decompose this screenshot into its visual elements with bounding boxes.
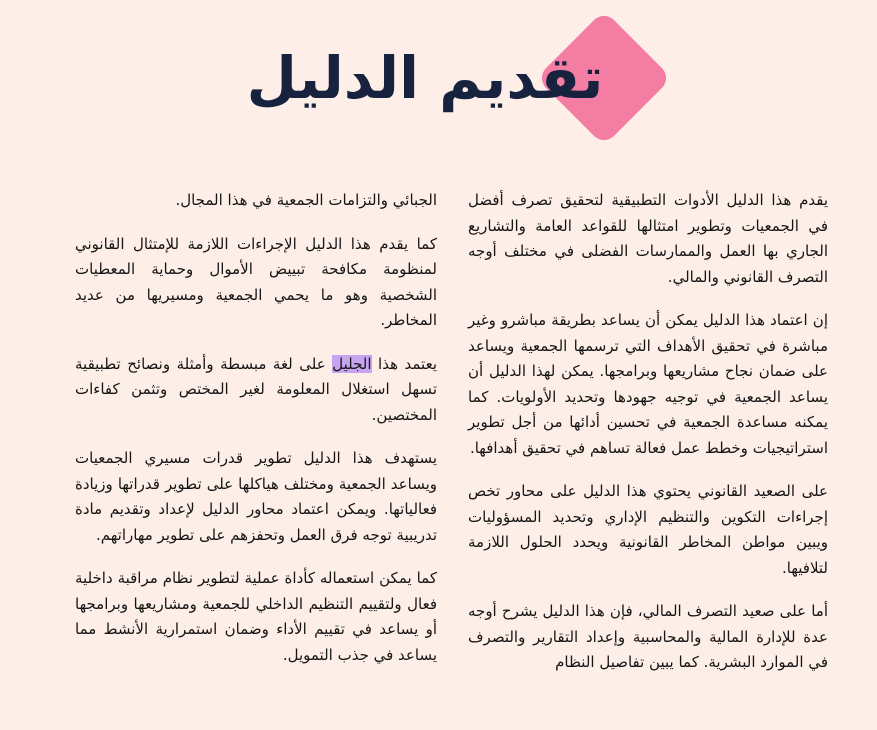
paragraph: يستهدف هذا الدليل تطوير قدرات مسيري الجمعيات ويساعد الجمعية ومختلف هياكلها على تطوير قدراتها وزيادة فعالياتها. ويمكن اعتماد محاور الدليل لإعداد وتقديم مادة تدريبية توجه فرق العمل وتحفزهم على تطوير مهاراتهم.	[75, 449, 437, 544]
left-text-column	[75, 188, 437, 686]
highlighted-word[interactable]: الجليل	[332, 354, 372, 373]
right-text-column	[468, 188, 828, 694]
page-title: تقديم الدليل	[246, 44, 604, 112]
paragraph-text: يعتمد هذا	[371, 354, 437, 373]
paragraph: الجبائي والتزامات الجمعية في هذا المجال.	[175, 191, 437, 209]
paragraph: إن اعتماد هذا الدليل يمكن أن يساعد بطريقة مباشرو وغير مباشرة في تحقيق الأهداف التي ترسمها الجمعية ويساعد على ضمان نجاح مشاريعها وبرامجها. يمكن لهذا الدليل أن يساعد الجمعية في توجيه جهودها وتحديد الأولويات. كما يمكنه مساعدة الجمعية في تحسين أدائها من أجل تطوير استراتيجيات وخطط عمل فعالة تساهم في تحقيق أهدافها.	[468, 311, 828, 457]
paragraph: على الصعيد القانوني يحتوي هذا الدليل على محاور تخص إجراءات التكوين والتنظيم الإداري وتحديد المسؤوليات ويبين مواطن المخاطر القانونية ويحدد الحلول اللازمة لتلافيها.	[468, 482, 828, 577]
paragraph: يقدم هذا الدليل الأدوات التطبيقية لتحقيق تصرف أفضل في الجمعيات وتطوير امتثالها للقواعد العامة والتشاريع الجاري بها العمل والممارسات الفضلى في مختلف أوجه التصرف القانوني والمالي.	[468, 191, 828, 286]
title-banner	[0, 0, 877, 160]
paragraph-with-highlight	[75, 352, 437, 429]
paragraph: أما على صعيد التصرف المالي، فإن هذا الدليل يشرح أوجه عدة للإدارة المالية والمحاسبية وإعداد التقارير والتصرف في الموارد البشرية. كما يبين تفاصيل النظام	[468, 602, 828, 671]
paragraph-text: على لغة مبسطة وأمثلة ونصائح تطبيقية تسهل استغلال المعلومة لغير المختص وتثمن كفاءات المختصين.	[75, 354, 437, 424]
paragraph: كما يمكن استعماله كأداة عملية لتطوير نظام مراقبة داخلية فعال ولتقييم التنظيم الداخلي للجمعية ومشاريعها وبرامجها أو يساعد في تقييم الأداء وضمان استمرارية الأنشط مما يساعد في جذب التمويل.	[75, 569, 437, 664]
paragraph: كما يقدم هذا الدليل الإجراءات اللازمة للإمتثال القانوني لمنظومة مكافحة تبييض الأموال وحماية المعطيات الشخصية وهو ما يحمي الجمعية ومسيريها من عديد المخاطر.	[75, 234, 437, 329]
